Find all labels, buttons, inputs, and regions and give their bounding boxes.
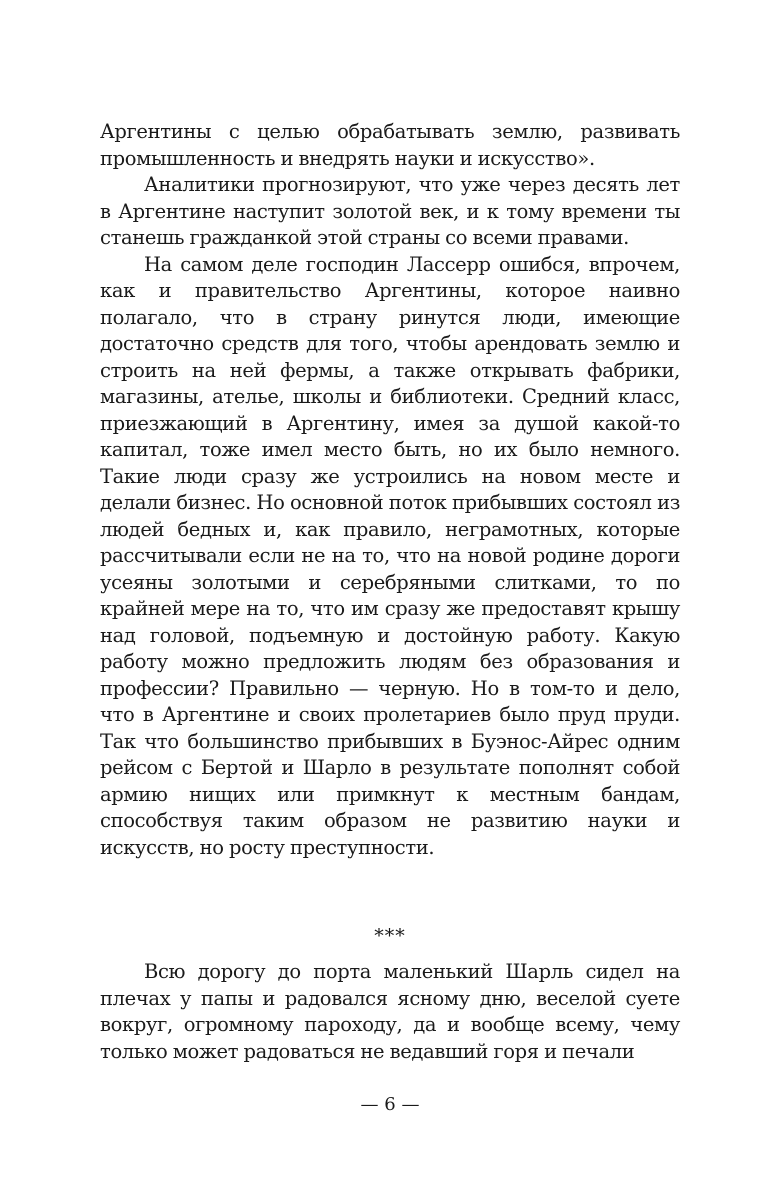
paragraph: На самом деле господин Лассерр ошибся, впрочем, как и правительство Аргентины, которое наивно полагало, что в страну ринутся люди, имеющие достаточно средств для того, чтобы арендовать землю и строить на ней фермы, а также открывать фабрики, магазины, ателье, школы и библиотеки. Средний класс, приезжающий в Аргентину, имея за душой какой-то капитал, тоже имел место быть, но их было немного. Такие люди сразу же устроились на новом месте и делали бизнес. Но основной поток прибывших состоял из людей бедных и, как правило, неграмотных, которые рассчитывали если не на то, что на новой родине дороги усеяны золотыми и серебряными слитками, то по крайней мере на то, что им сразу же предоставят крышу над головой, подъемную и достойную работу. Какую работу можно предложить людям без образования и профессии? Правильно — черную. Но в том-то и дело, что в Аргентине и своих пролетариев было пруд пруди. Так что большинство прибывших в Буэнос-Айрес одним рейсом с Бертой и Шарло в результате пополнят собой армию нищих или примкнут к местным бандам, способствуя таким образом не развитию науки и искусств, но росту преступности. (100, 252, 680, 859)
main-text-block (100, 119, 680, 861)
continuation-text-block (100, 959, 680, 1065)
page-number: — 6 — (360, 1094, 420, 1115)
section-separator: *** (374, 925, 406, 947)
paragraph: Всю дорогу до порта маленький Шарль сидел на плечах у папы и радовался ясному дню, веселой суете вокруг, огромному пароходу, да и вообще всему, чему только может радоваться не ведавший горя и печали (100, 960, 680, 1063)
paragraph: Аналитики прогнозируют, что уже через десять лет в Аргентине наступит золотой век, и к тому времени ты станешь гражданкой этой страны со всеми правами. (100, 173, 680, 249)
paragraph: Аргентины с целью обрабатывать землю, развивать промышленность и внедрять науки и искусство». (100, 120, 680, 170)
